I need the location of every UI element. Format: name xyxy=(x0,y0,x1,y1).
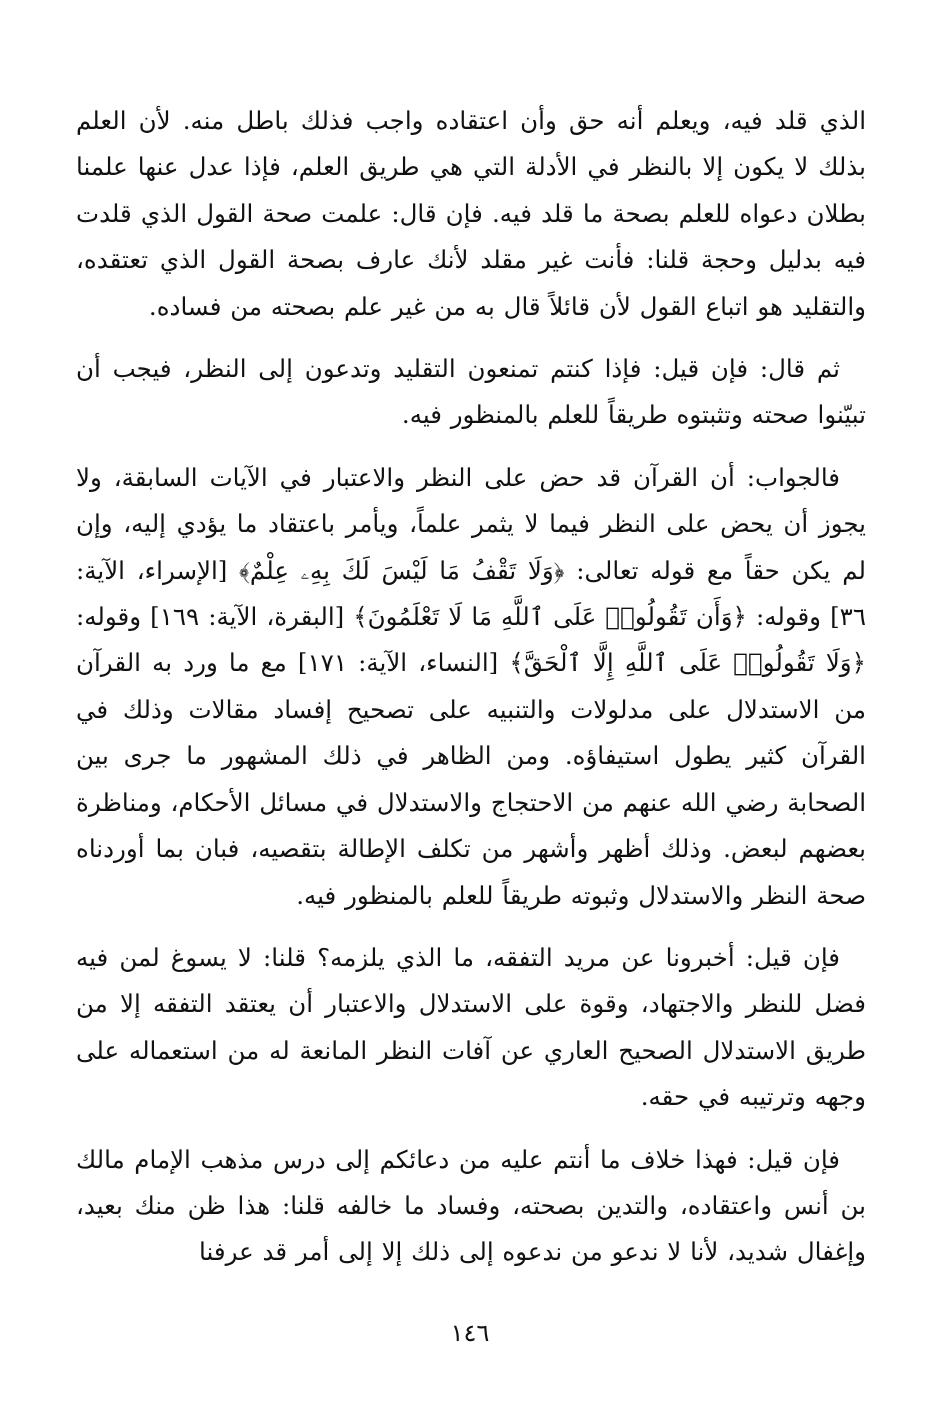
paragraph-4: فإن قيل: أخبرونا عن مريد التفقه، ما الذي يلزمه؟ قلنا: لا يسوغ لمن فيه فضل للنظر والاجتهاد، وقوة على الاستدلال والاعتبار أن يعتقد التفقه إلا من طريق الاستدلال الصحيح العاري عن آفات النظر المانعة له من استعماله على وجهه وترتيبه في حقه. xyxy=(76,942,866,1112)
paragraph-3: فالجواب: أن القرآن قد حض على النظر والاعتبار في الآيات السابقة، ولا يجوز أن يحض على النظر فيما لا يثمر علماً، ويأمر باعتقاد ما يؤدي إليه، وإن لم يكن حقاً مع قوله تعالى: ﴿وَلَا تَقْفُ مَا لَيْسَ لَكَ بِهِۦ عِلْمٌ﴾ [الإسراء، الآية: ٣٦] وقوله: ﴿وَأَن تَقُولُوا۟ عَلَى ٱللَّهِ مَا لَا تَعْلَمُونَ﴾ [البقرة، الآية: ١٦٩] وقوله: ﴿وَلَا تَقُولُوا۟ عَلَى ٱللَّهِ إِلَّا ٱلْحَقَّ﴾ [النساء، الآية: ١٧١] مع ما ورد به القرآن من الاستدلال على مدلولات والتنبيه على تصحيح إفساد مقالات وذلك في القرآن كثير يطول استيفاؤه. ومن الظاهر في ذلك المشهور ما جرى بين الصحابة رضي الله عنهم من الاحتجاج والاستدلال في مسائل الأحكام، ومناظرة بعضهم لبعض. وذلك أظهر وأشهر من تكلف الإطالة بتقصيه، فبان بما أوردناه صحة النظر والاستدلال وثبوته طريقاً للعلم بالمنظور فيه. xyxy=(76,462,866,910)
page-body xyxy=(76,98,866,1328)
paragraph-5: فإن قيل: فهذا خلاف ما أنتم عليه من دعائكم إلى درس مذهب الإمام مالك بن أنس واعتقاده، والتدين بصحته، وفساد ما خالفه قلنا: هذا ظن منك بعيد، وإغفال شديد، لأنا لا ندعو من ندعوه إلى ذلك إلا إلى أمر قد عرفنا xyxy=(76,1144,866,1267)
paragraph-2: ثم قال: فإن قيل: فإذا كنتم تمنعون التقليد وتدعون إلى النظر، فيجب أن تبيّنوا صحته وتثبتوه طريقاً للعلم بالمنظور فيه. xyxy=(76,354,866,430)
page-number: ١٤٦ xyxy=(450,1319,490,1347)
paragraph-1: الذي قلد فيه، ويعلم أنه حق وأن اعتقاده واجب فذلك باطل منه. لأن العلم بذلك لا يكون إلا بالنظر في الأدلة التي هي طريق العلم، فإذا عدل عنها علمنا بطلان دعواه للعلم بصحة ما قلد فيه. فإن قال: علمت صحة القول الذي قلدت فيه بدليل وحجة قلنا: فأنت غير مقلد لأنك عارف بصحة القول الذي تعتقده، والتقليد هو اتباع القول لأن قائلاً قال به من غير علم بصحته من فساده. xyxy=(76,106,866,321)
